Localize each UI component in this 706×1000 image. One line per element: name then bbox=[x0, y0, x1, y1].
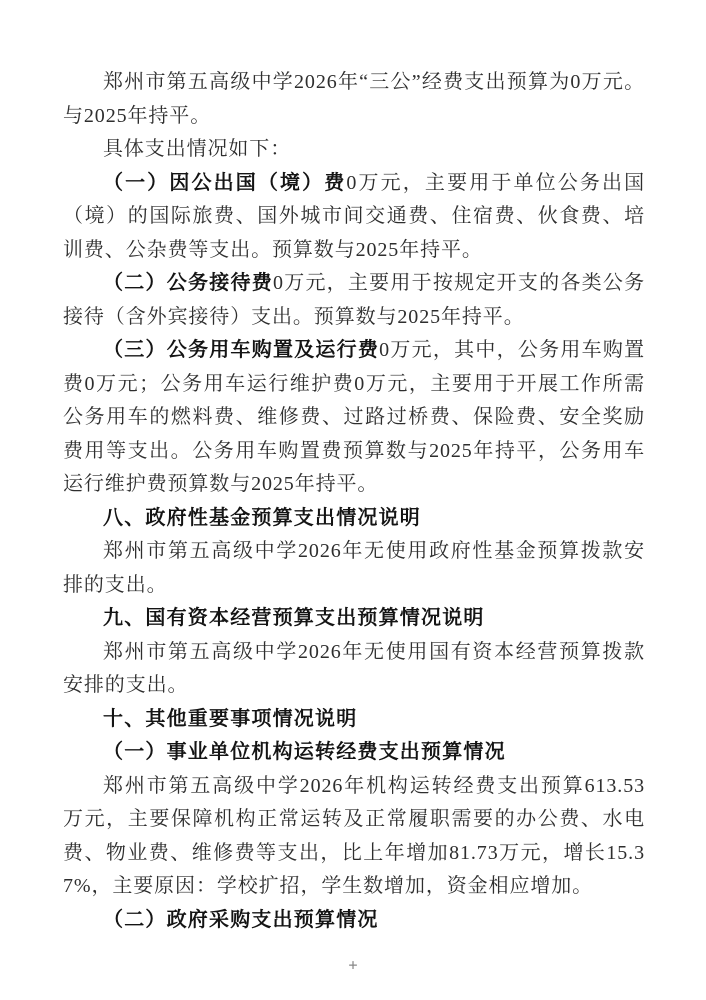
para-sangong-summary bbox=[63, 66, 645, 133]
para-operating-funds-body bbox=[63, 770, 645, 904]
para-text: 0万元，主要用于按规定开支的各类公务接待（含外宾接待）支出。预算数与2025年持平。 bbox=[63, 272, 645, 328]
document-body bbox=[63, 66, 645, 937]
page-fold-mark: + bbox=[348, 956, 358, 974]
heading-text: 九、国有资本经营预算支出预算情况说明 bbox=[103, 607, 485, 629]
para-text: 0万元，主要用于单位公务出国（境）的国际旅费、国外城市间交通费、住宿费、伙食费、培训费、公杂费等支出。预算数与2025年持平。 bbox=[63, 171, 645, 261]
heading-sub2-gov-procurement bbox=[63, 904, 645, 938]
heading-section-9-state-capital bbox=[63, 602, 645, 636]
para-details-intro bbox=[63, 133, 645, 167]
heading-text: 八、政府性基金预算支出情况说明 bbox=[103, 506, 421, 529]
para-text: 0万元，其中，公务用车购置费0万元；公务用车运行维护费0万元，主要用于开展工作所需公务用车的燃料费、维修费、过路过桥费、保险费、安全奖励费用等支出。公务用车购置费预算数与2025年持平，公务用车运行维护费预算数与2025年持平。 bbox=[63, 339, 645, 495]
heading-section-10-other-matters bbox=[63, 703, 645, 737]
para-lead-bold: （一）因公出国（境）费 bbox=[103, 171, 347, 194]
para-section-8-body bbox=[63, 535, 645, 602]
heading-sub1-operating-funds bbox=[63, 736, 645, 770]
para-text: 具体支出情况如下： bbox=[103, 138, 292, 160]
heading-text: 十、其他重要事项情况说明 bbox=[103, 707, 358, 730]
para-text: 郑州市第五高级中学2026年无使用政府性基金预算拨款安排的支出。 bbox=[63, 540, 645, 596]
heading-text: （一）事业单位机构运转经费支出预算情况 bbox=[103, 741, 506, 763]
para-lead-bold: （三）公务用车购置及运行费 bbox=[103, 339, 380, 361]
para-item1-abroad-fee bbox=[63, 167, 645, 268]
para-text: 郑州市第五高级中学2026年机构运转经费支出预算613.53万元，主要保障机构正常运转及正常履职需要的办公费、水电费、物业费、维修费等支出，比上年增加81.73万元，增长15.37%，主要原因：学校扩招，学生数增加，资金相应增加。 bbox=[63, 774, 645, 897]
para-text: 郑州市第五高级中学2026年无使用国有资本经营预算拨款安排的支出。 bbox=[63, 640, 645, 696]
heading-text: （二）政府采购支出预算情况 bbox=[103, 908, 379, 931]
para-lead-bold: （二）公务接待费 bbox=[103, 272, 273, 294]
para-item2-reception-fee bbox=[63, 267, 645, 334]
heading-section-8-gov-fund bbox=[63, 502, 645, 536]
para-section-9-body bbox=[63, 636, 645, 703]
para-text: 郑州市第五高级中学2026年“三公”经费支出预算为0万元。与2025年持平。 bbox=[63, 71, 645, 127]
para-item3-vehicle-fee bbox=[63, 334, 645, 502]
